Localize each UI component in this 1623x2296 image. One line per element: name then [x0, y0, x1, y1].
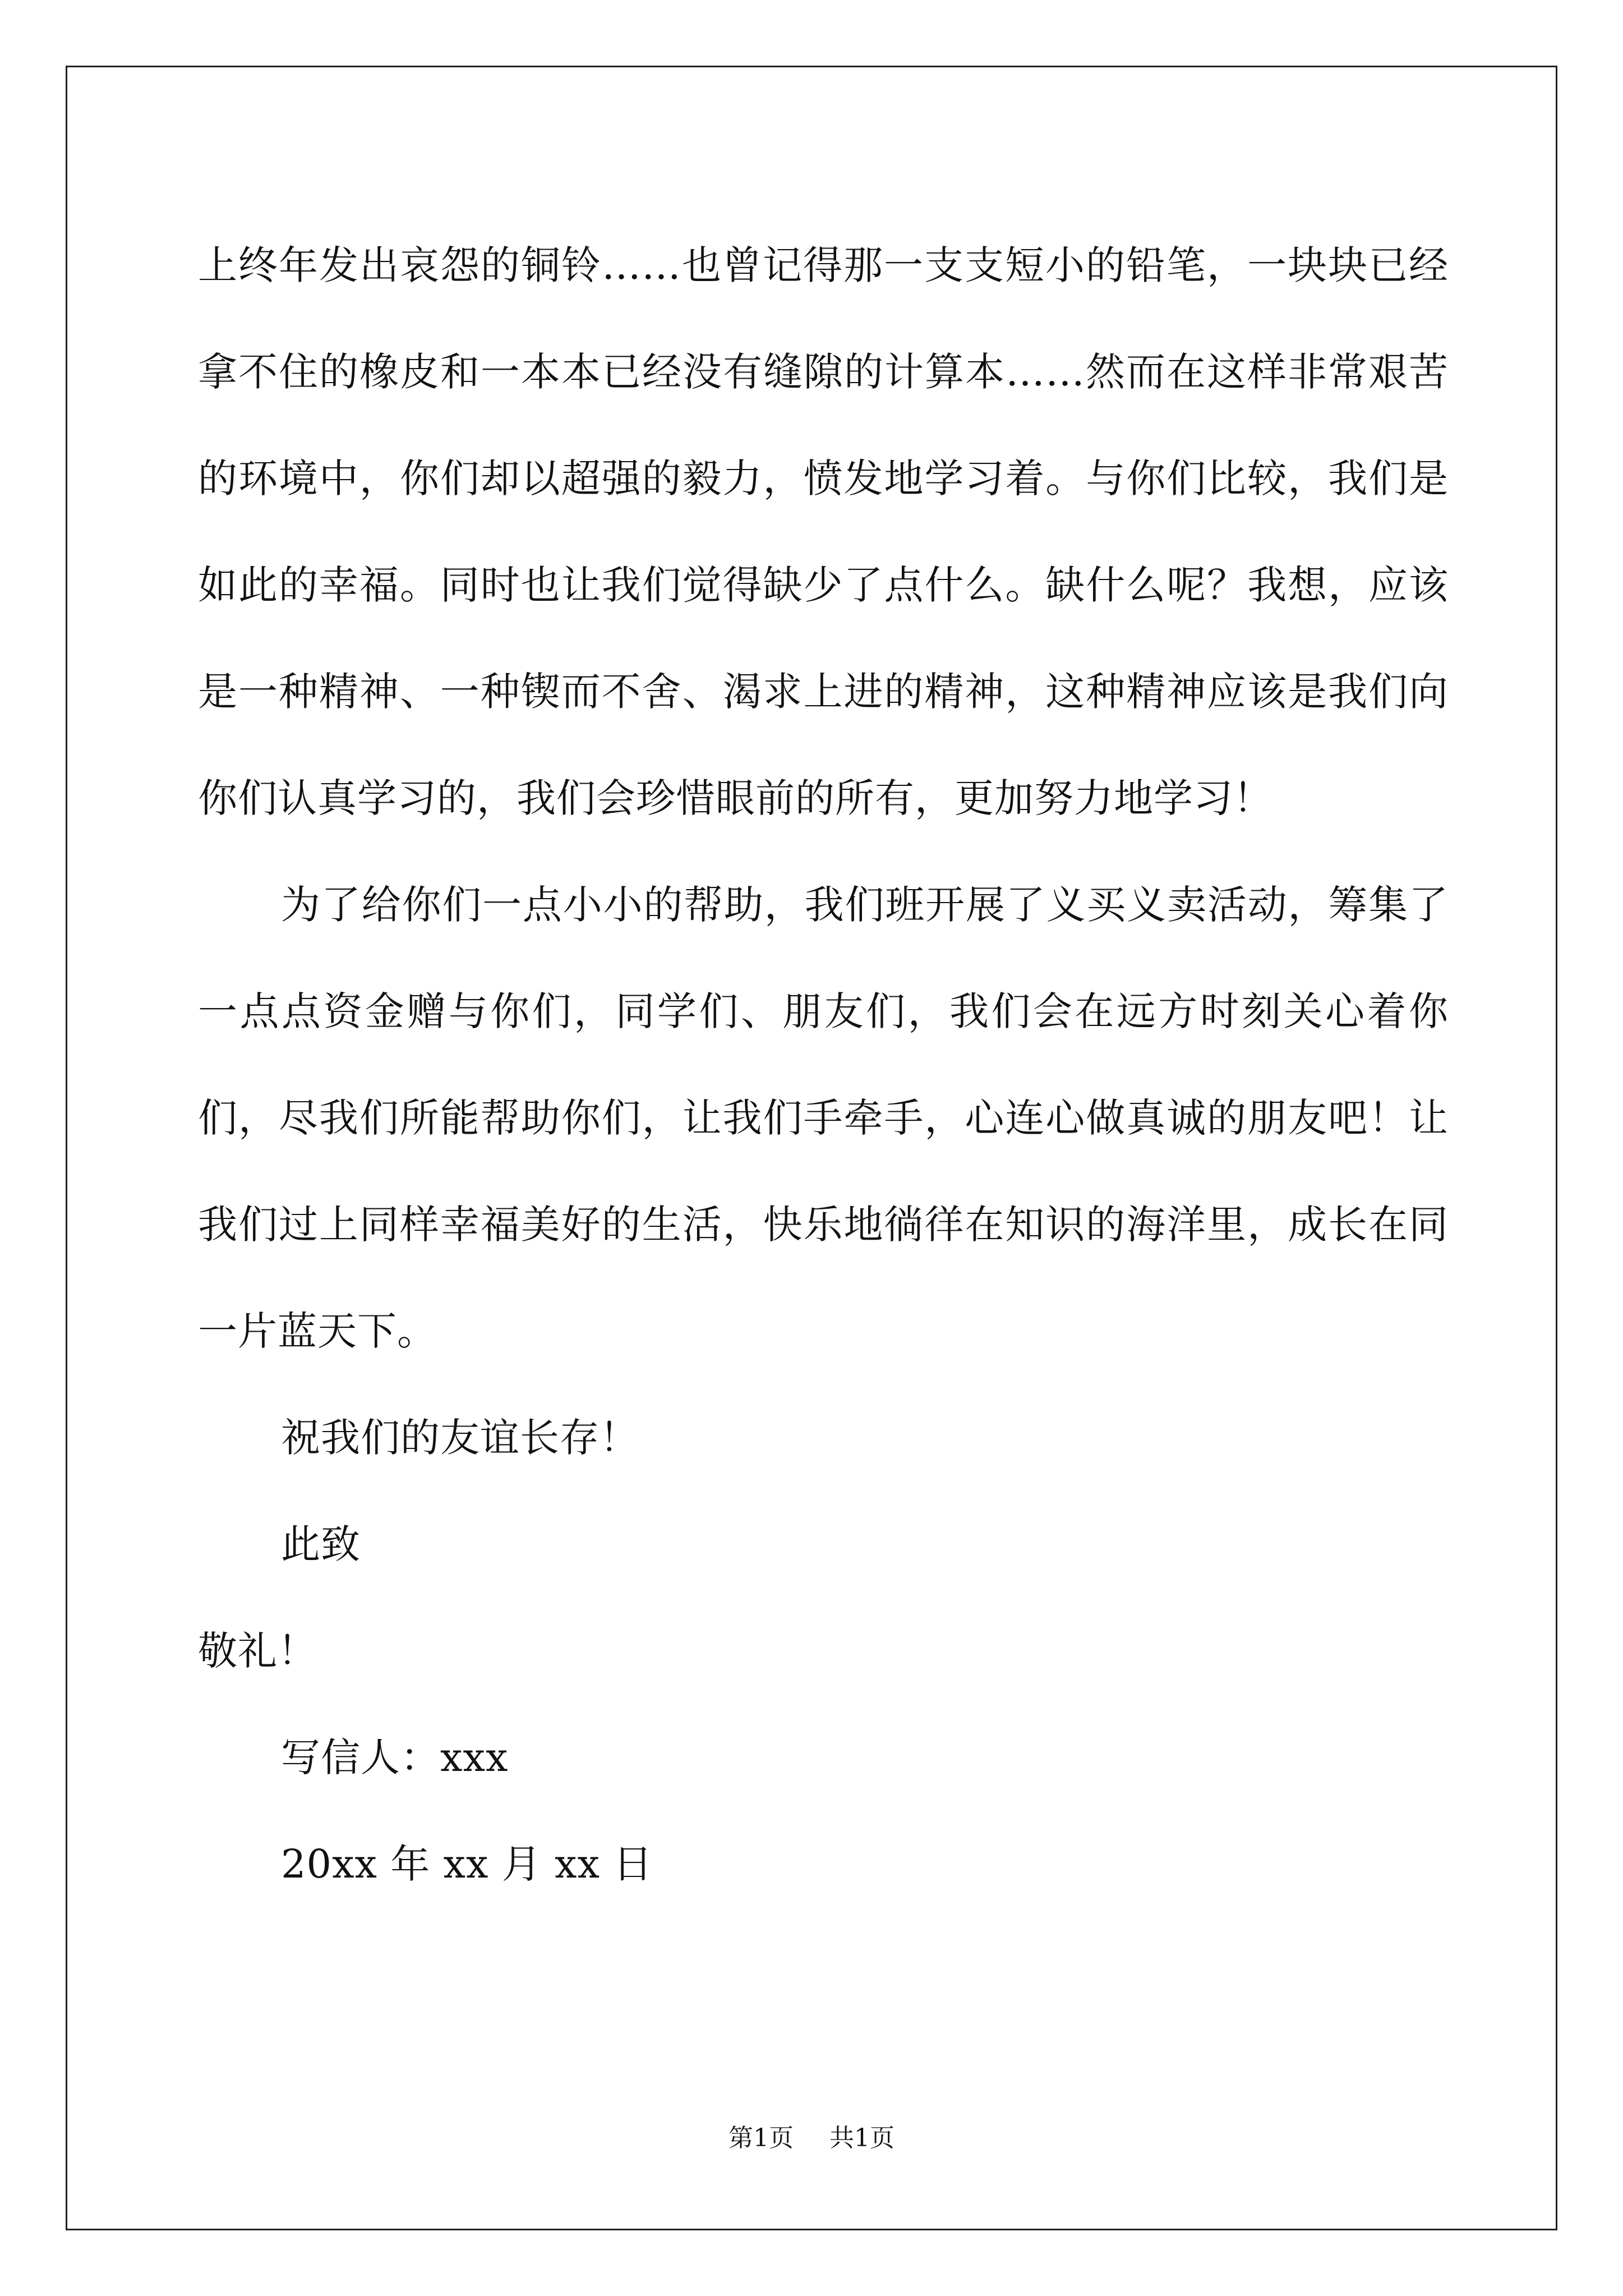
- paragraph-donation: 为了给你们一点小小的帮助，我们班开展了义买义卖活动，筹集了一点点资金赠与你们，同学们、朋友们，我们会在远方时刻关心着你们，尽我们所能帮助你们，让我们手牵手，心连心做真诚的朋友吧！让我们过上同样幸福美好的生活，快乐地徜徉在知识的海洋里，成长在同一片蓝天下。: [198, 882, 1449, 1354]
- paragraph-continuation: 上终年发出哀怨的铜铃……也曾记得那一支支短小的铅笔，一块块已经拿不住的橡皮和一本本已经没有缝隙的计算本……然而在这样非常艰苦的环境中，你们却以超强的毅力，愤发地学习着。与你们比较，我们是如此的幸福。同时也让我们觉得缺少了点什么。缺什么呢？我想，应该是一种精神、一种锲而不舍、渴求上进的精神，这种精神应该是我们向你们认真学习的，我们会珍惜眼前的所有，更加努力地学习！: [198, 242, 1449, 821]
- page-number-total: 共1页: [829, 2124, 895, 2152]
- salutation-jingli: 敬礼！: [198, 1628, 317, 1674]
- signature-line: 写信人：xxx: [281, 1734, 509, 1780]
- date-line: 20xx 年 xx 月 xx 日: [281, 1841, 653, 1887]
- letter-body: [198, 212, 1449, 1917]
- salutation-zhizhi: 此致: [281, 1521, 361, 1567]
- page-number-current: 第1页: [728, 2124, 794, 2152]
- page-footer: [0, 2122, 1623, 2155]
- closing-wish: 祝我们的友谊长存！: [281, 1415, 639, 1461]
